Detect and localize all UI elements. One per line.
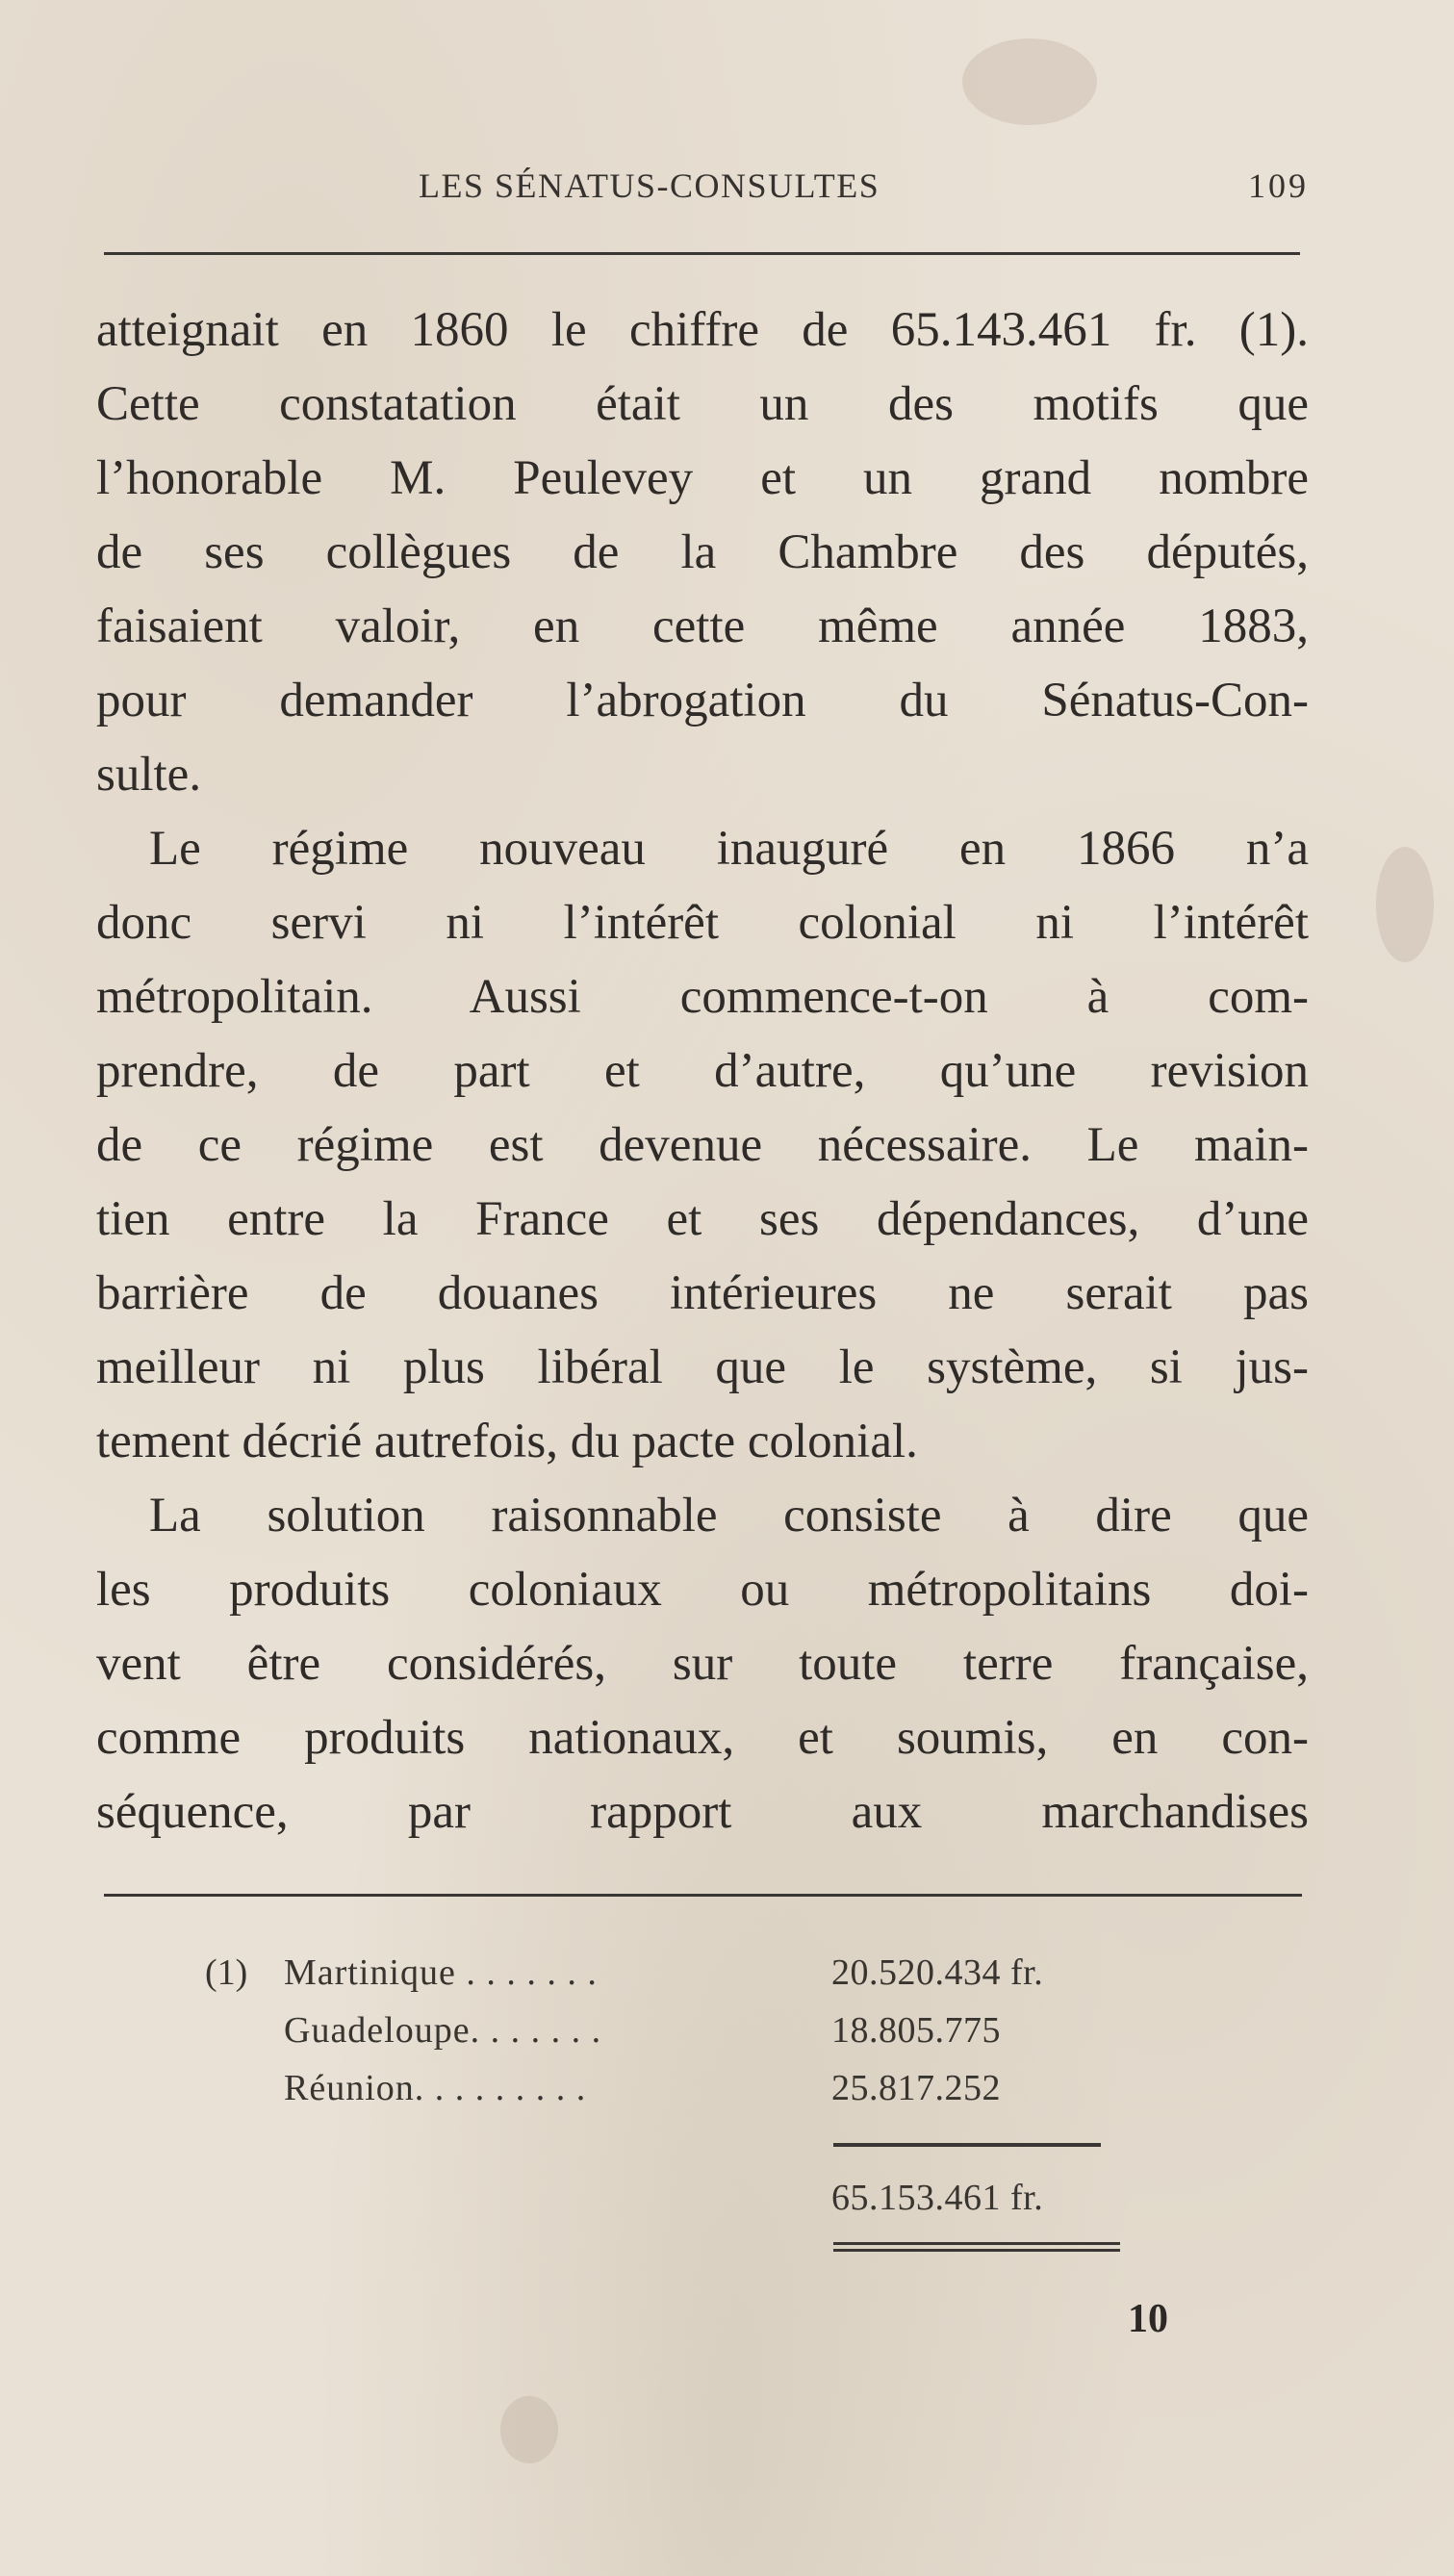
text-line: de ses collègues de la Chambre des députés,	[96, 525, 1309, 579]
text-line: tien entre la France et ses dépendances, d’une	[96, 1192, 1309, 1246]
text-line: vent être considérés, sur toute terre française,	[96, 1637, 1309, 1691]
footnote-mark: (1)	[205, 1952, 248, 1993]
signature-mark: 10	[1128, 2297, 1168, 2341]
text-line: meilleur ni plus libéral que le système, si jus-	[96, 1340, 1309, 1394]
text-line: comme produits nationaux, et soumis, en con-	[96, 1711, 1309, 1765]
text-line: séquence, par rapport aux marchandises	[96, 1785, 1309, 1839]
footnote-label: Guadeloupe. . . . . . .	[284, 2010, 602, 2051]
footnote	[205, 1944, 1167, 2117]
text-line: l’honorable M. Peulevey et un grand nombre	[96, 451, 1309, 505]
footnote-row	[205, 2002, 1167, 2059]
footnote-value: 25.817.252	[831, 2068, 1001, 2108]
footnote-row	[205, 1944, 1167, 2002]
text-line: métropolitain. Aussi commence-t-on à com-	[96, 970, 1309, 1024]
paper-stain	[962, 38, 1097, 125]
footnote-value: 20.520.434 fr.	[831, 1952, 1044, 1993]
sum-rule	[833, 2143, 1101, 2147]
running-title: LES SÉNATUS-CONSULTES	[419, 166, 880, 205]
text-line: sulte.	[96, 748, 202, 802]
footnote-row	[205, 2059, 1167, 2117]
total-double-rule	[833, 2242, 1120, 2252]
text-line: donc servi ni l’intérêt colonial ni l’intérêt	[96, 896, 1309, 950]
text-line: Cette constatation était un des motifs que	[96, 377, 1309, 431]
text-line: atteignait en 1860 le chiffre de 65.143.461 fr. (1).	[96, 303, 1309, 357]
text-line: Le régime nouveau inauguré en 1866 n’a	[149, 822, 1309, 876]
text-line: pour demander l’abrogation du Sénatus-Con-	[96, 674, 1309, 727]
page-header	[96, 166, 1309, 214]
footnote-rule	[104, 1894, 1302, 1897]
footnote-label: Réunion. . . . . . . . .	[284, 2068, 587, 2108]
paper-stain	[1376, 847, 1434, 962]
paper-stain	[500, 2396, 558, 2463]
text-line: de ce régime est devenue nécessaire. Le main-	[96, 1118, 1309, 1172]
text-line: La solution raisonnable consiste à dire que	[149, 1489, 1309, 1543]
footnote-label: Martinique . . . . . . .	[284, 1952, 598, 1993]
page-number: 109	[1248, 166, 1309, 205]
footnote-value: 18.805.775	[831, 2010, 1001, 2051]
text-line: barrière de douanes intérieures ne serait pas	[96, 1266, 1309, 1320]
text-line: les produits coloniaux ou métropolitains doi-	[96, 1563, 1309, 1617]
text-line: prendre, de part et d’autre, qu’une revision	[96, 1044, 1309, 1098]
text-line: faisaient valoir, en cette même année 1883,	[96, 599, 1309, 653]
header-rule	[104, 252, 1300, 255]
footnote-total: 65.153.461 fr.	[831, 2178, 1044, 2218]
body-text	[96, 293, 1309, 1849]
text-line: tement décrié autrefois, du pacte colonial.	[96, 1415, 918, 1468]
